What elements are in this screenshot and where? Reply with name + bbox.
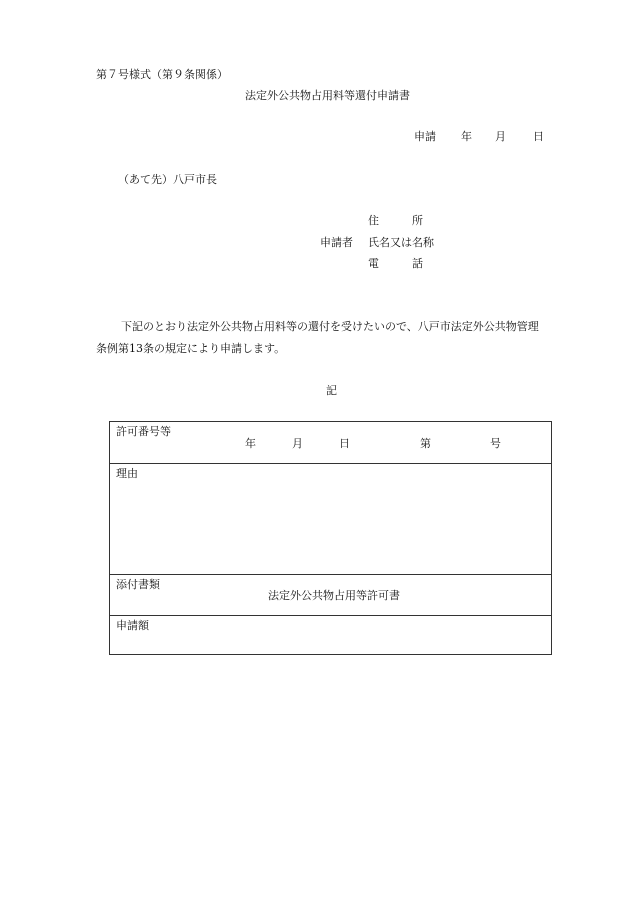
phone-label: 電 話 [368,257,423,270]
document-title: 法定外公共物占用料等還付申請書 [245,89,410,102]
body-line-1: 下記のとおり法定外公共物占用料等の還付を受けたいので、八戸市法定外公共物管理 [121,320,539,333]
permit-month: 月 [292,437,303,450]
address-label: 住 所 [368,214,423,227]
permit-dai: 第 [420,437,431,450]
permit-label: 許可番号等 [116,425,171,438]
form-table [109,421,552,655]
attachments-label: 添付書類 [116,578,160,591]
permit-go: 号 [490,437,501,450]
applicant-role-label: 申請者 [320,236,353,249]
date-month: 月 [495,130,506,143]
permit-day: 日 [339,437,350,450]
ki-heading: 記 [326,384,337,397]
date-prefix: 申請 [414,130,436,143]
name-label: 氏名又は名称 [368,236,434,249]
attachments-row [110,574,551,615]
amount-row [110,615,551,655]
attachments-value: 法定外公共物占用等許可書 [268,589,400,602]
permit-year: 年 [245,437,256,450]
date-day: 日 [533,130,544,143]
reason-label: 理由 [116,467,138,480]
form-number: 第７号様式（第９条関係） [96,68,228,81]
body-line-2: 条例第13条の規定により申請します。 [96,342,286,355]
permit-row [110,422,551,463]
reason-row [110,463,551,574]
amount-label: 申請額 [116,619,149,632]
addressee: （あて先）八戸市長 [118,173,217,186]
date-year: 年 [461,130,472,143]
